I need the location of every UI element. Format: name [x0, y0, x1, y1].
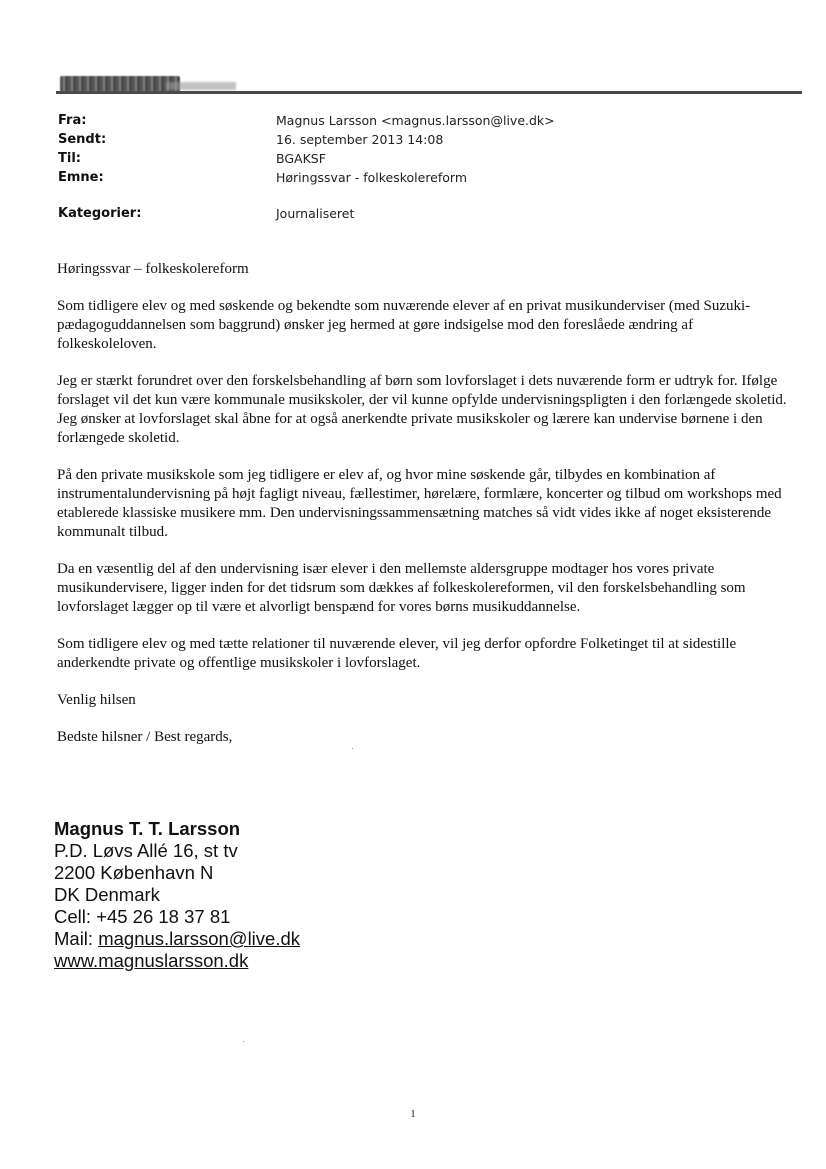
- letter-paragraph: Da en væsentlig del af den undervisning især elever i den mellemste aldersgruppe modtager hos vores private musikundervisere, ligger inden for det tidsrum som dækkes af folkeskolereformen, vil den forskelsbehandling som lovforslaget lægger op til være et alvorligt benspænd for vores børns musikuddannelse.: [57, 561, 746, 615]
- header-rule: [56, 72, 802, 96]
- header-row-sent: [58, 132, 758, 151]
- header-row-to: [58, 151, 758, 170]
- redacted-sender-mark: [60, 76, 180, 92]
- letter-body: [57, 260, 792, 765]
- signature-address-street: P.D. Løvs Allé 16, st tv: [54, 840, 238, 861]
- signature-mail-link[interactable]: magnus.larsson@live.dk: [98, 928, 301, 949]
- header-label: Sendt:: [58, 132, 107, 147]
- signature-web-row: [54, 950, 454, 972]
- signature-mail-label: Mail:: [54, 928, 99, 949]
- letter-paragraph: Som tidligere elev og med søskende og bekendte som nuværende elever af en privat musikunderviser (med Suzuki-pædagoguddannelsen som baggrund) ønsker jeg hermed at gøre indsigelse mod den foreslåede ændring af folkeskoleloven.: [57, 298, 751, 352]
- letter-subject: Høringssvar – folkeskolereform: [57, 261, 249, 277]
- header-value-category: Journaliseret: [276, 206, 355, 221]
- scan-speck: [243, 1041, 244, 1042]
- header-value-from: Magnus Larsson <magnus.larsson@live.dk>: [276, 113, 555, 128]
- letter-paragraph: Jeg er stærkt forundret over den forskelsbehandling af børn som lovforslaget i dets nuværende form er udtryk for. Ifølge forslaget vil det kun være kommunale musikskoler, der vil kunne opfylde undervisningspligten i den forlængede skoletid. Jeg ønsker at lovforslaget skal åbne for at også anerkendte private musikskoler og lærere kan undervise børnene i den forlængede skoletid.: [57, 373, 787, 446]
- signature-country: DK Denmark: [54, 884, 160, 905]
- signature-address-city: 2200 København N: [54, 862, 214, 883]
- header-value-sent: 16. september 2013 14:08: [276, 132, 444, 147]
- header-label: Til:: [58, 151, 81, 166]
- header-label: Emne:: [58, 170, 104, 185]
- signature-mail-row: [54, 928, 454, 950]
- redacted-sender-tail: [166, 82, 236, 90]
- email-header-fields: [58, 113, 758, 225]
- closing-regards: Bedste hilsner / Best regards,: [57, 729, 233, 745]
- header-row-subject: [58, 170, 758, 189]
- header-row-category: [58, 206, 758, 225]
- letter-paragraph: Som tidligere elev og med tætte relationer til nuværende elever, vil jeg derfor opfordre Folketinget til at sidestille anderkendte private og offentlige musikskoler i lovforslaget.: [57, 636, 737, 671]
- header-value-subject: Høringssvar - folkeskolereform: [276, 170, 468, 185]
- scan-speck: [352, 748, 353, 749]
- signature-name: Magnus T. T. Larsson: [54, 818, 241, 839]
- signature-web-link[interactable]: www.magnuslarsson.dk: [54, 950, 249, 971]
- header-value-to: BGAKSF: [276, 151, 326, 166]
- header-row-from: [58, 113, 758, 132]
- signature-block: [54, 818, 454, 972]
- signature-cell: Cell: +45 26 18 37 81: [54, 906, 231, 927]
- closing-greeting: Venlig hilsen: [57, 692, 136, 708]
- header-label: Kategorier:: [58, 206, 142, 221]
- letter-paragraph: På den private musikskole som jeg tidligere er elev af, og hvor mine søskende går, tilbydes en kombination af instrumentalundervisning på højt fagligt niveau, fællestimer, hørelære, formlære, koncerter og tilbud om workshops med etablerede klassiske musikere mm. Den undervisningssammensætning matches så vidt vides ikke af noget eksisterende kommunalt tilbud.: [57, 467, 782, 540]
- header-label: Fra:: [58, 113, 87, 128]
- header-divider: [56, 91, 802, 94]
- page-number: 1: [410, 1108, 416, 1120]
